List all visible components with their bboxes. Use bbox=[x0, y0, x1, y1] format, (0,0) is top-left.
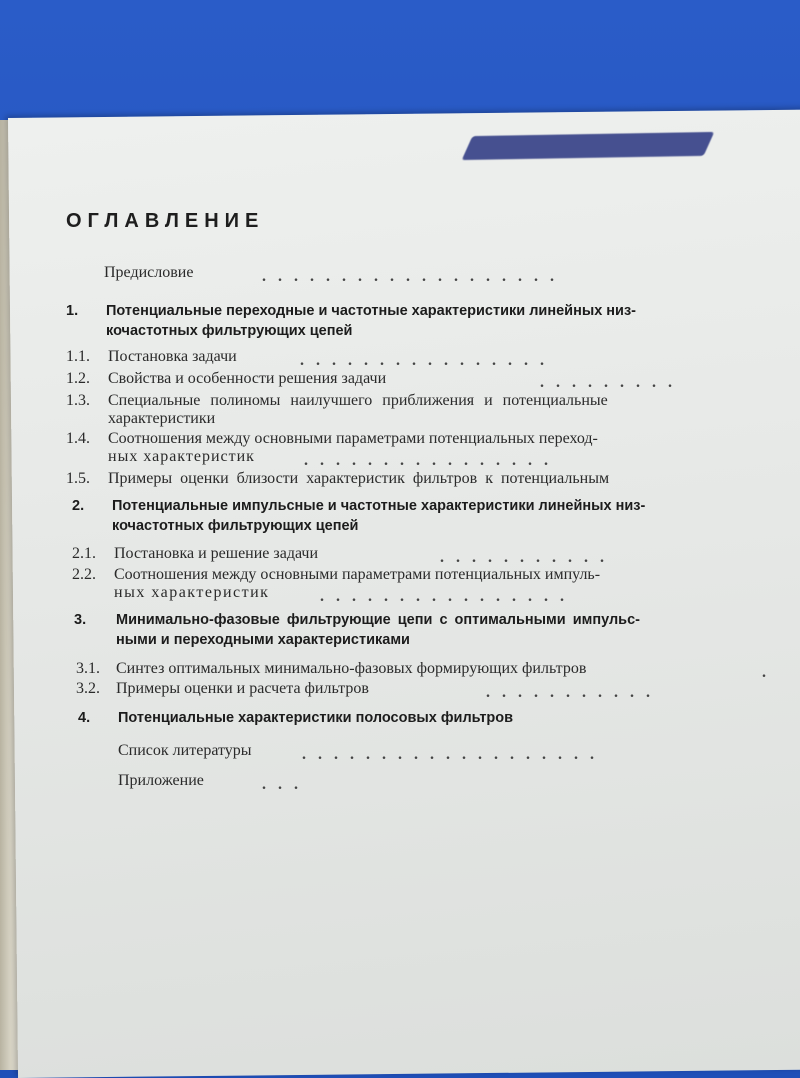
toc-number: 3. bbox=[74, 612, 87, 628]
toc-number: 1. bbox=[66, 303, 79, 319]
toc-number: 4. bbox=[78, 710, 91, 726]
toc-entry-2-2: Соотношения между основными параметрами потенциальных импуль- bbox=[114, 566, 601, 583]
toc-entry-4: Потенциальные характеристики полосовых фильтров bbox=[118, 710, 514, 726]
toc-number: 1.4. bbox=[66, 430, 90, 447]
toc-entry-3: Минимально-фазовые фильтрующие цепи с оптимальными импульс- bbox=[116, 612, 640, 628]
leader-dots: . . . bbox=[262, 776, 298, 793]
toc-number: 3.1. bbox=[76, 660, 100, 677]
leader-dots: . . . . . . . . . . . . . . . . . . . bbox=[302, 746, 594, 763]
toc-number: 1.1. bbox=[66, 348, 90, 365]
toc-number: 2. bbox=[72, 498, 85, 514]
leader-dots: . . . . . . . . . . . . . . . . bbox=[300, 352, 544, 369]
toc-entry-2: Потенциальные импульсные и частотные характеристики линейных низ- bbox=[112, 498, 646, 514]
toc-number: 1.3. bbox=[66, 392, 90, 409]
toc-entry-3-1: Синтез оптимальных минимально-фазовых формирующих фильтров bbox=[116, 660, 587, 677]
leader-dots: . . . . . . . . . . . . . . . . bbox=[304, 452, 548, 469]
toc-number: 3.2. bbox=[76, 680, 100, 697]
toc-entry-1-1: Постановка задачи bbox=[108, 348, 237, 365]
toc-entry-1-3-cont: характеристики bbox=[108, 410, 216, 427]
toc-entry-references: Список литературы bbox=[118, 742, 252, 759]
toc-number: 1.2. bbox=[66, 370, 90, 387]
leader-dots: . . . . . . . . . . . bbox=[440, 549, 604, 566]
toc-entry-1-2: Свойства и особенности решения задачи bbox=[108, 370, 387, 387]
entry-text: Предисловие bbox=[104, 264, 194, 281]
toc-entry-2-cont: кочастотных фильтрующих цепей bbox=[112, 518, 359, 534]
toc-entry-1-3: Специальные полиномы наилучшего приближения и потенциальные bbox=[108, 392, 608, 409]
toc-entry-appendix: Приложение bbox=[118, 772, 204, 789]
toc-entry-preface bbox=[104, 264, 193, 282]
toc-number: 2.1. bbox=[72, 545, 96, 562]
leader-dots: . bbox=[762, 664, 766, 681]
toc-entry-1: Потенциальные переходные и частотные характеристики линейных низ- bbox=[106, 303, 637, 319]
toc-entry-1-5: Примеры оценки близости характеристик фильтров к потенциальным bbox=[108, 470, 610, 487]
toc-entry-2-1: Постановка и решение задачи bbox=[114, 545, 319, 562]
toc-number: 1.5. bbox=[66, 470, 90, 487]
toc-entry-3-cont: ными и переходными характеристиками bbox=[116, 632, 410, 648]
toc-entry-1-4-cont: ных характеристик bbox=[108, 448, 255, 465]
toc-number: 2.2. bbox=[72, 566, 96, 583]
leader-dots: . . . . . . . . . . . bbox=[486, 684, 650, 701]
page-title: ОГЛАВЛЕНИЕ bbox=[66, 210, 265, 232]
leader-dots: . . . . . . . . . bbox=[540, 374, 672, 391]
toc-entry-1-4: Соотношения между основными параметрами потенциальных переход- bbox=[108, 430, 598, 447]
toc-entry-3-2: Примеры оценки и расчета фильтров bbox=[116, 680, 369, 697]
leader-dots: . . . . . . . . . . . . . . . . . . . bbox=[262, 268, 554, 285]
toc-entry-1-cont: кочастотных фильтрующих цепей bbox=[106, 323, 353, 339]
toc-entry-2-2-cont: ных характеристик bbox=[114, 584, 270, 601]
leader-dots: . . . . . . . . . . . . . . . . bbox=[320, 588, 564, 605]
